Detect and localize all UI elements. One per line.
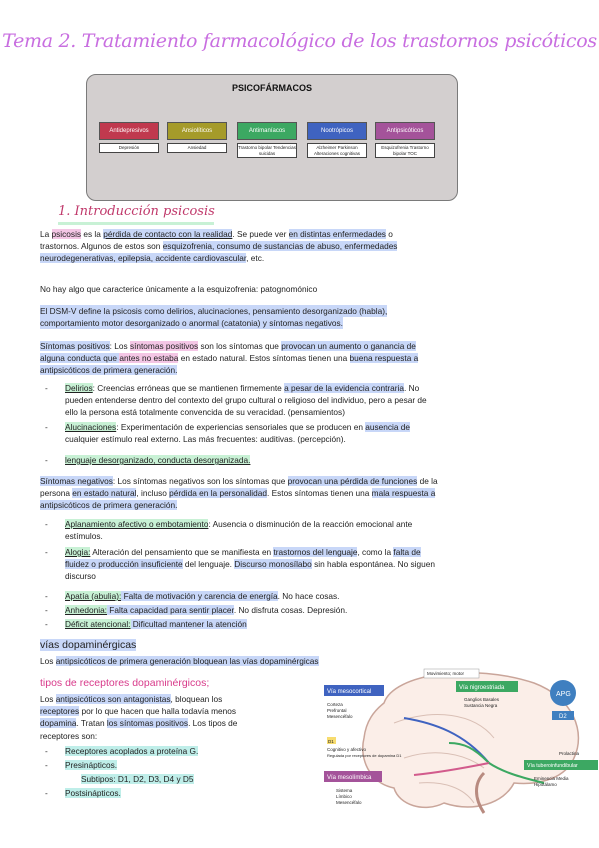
- text-run: : Los: [109, 341, 130, 351]
- text-run: . Los tipos de: [188, 718, 238, 729]
- text-run: esquizofrenia, consumo de sustancias de abuso, enfermedades: [162, 241, 398, 252]
- dash: -: [45, 605, 48, 615]
- category-box: Antipsicóticos: [375, 122, 435, 140]
- category-box: Nootrópicos: [307, 122, 367, 140]
- paragraph-receptores: [40, 693, 320, 742]
- meso-item-3: Mesencéfalo: [327, 714, 353, 719]
- text-line: ello la persona está totalmente convencida de su veracidad. (pensamientos): [65, 407, 345, 418]
- text-run: . No: [403, 383, 420, 393]
- text-line: Subtipos: D1, D2, D3, D4 y D5: [81, 774, 194, 784]
- category-detail: Alzheimer Parkinson Alteraciones cognitivas: [307, 143, 367, 158]
- text-run: Los: [40, 694, 56, 704]
- via-nigroestriada-label: Vía nigroestriada: [459, 685, 505, 691]
- prolactina-label: Prolactina: [559, 751, 580, 756]
- text-run: en estado natural: [72, 488, 137, 499]
- d1-label: D1: [328, 739, 334, 744]
- limbic-item-1: Sistema: [336, 788, 353, 793]
- category-detail: Depresión: [99, 143, 159, 153]
- rich-line: [40, 475, 538, 487]
- rich-line: [40, 228, 538, 240]
- dash: -: [45, 619, 48, 629]
- diagram-title: PSICOFÁRMACOS: [231, 83, 312, 93]
- text-line: No hay algo que caracterice únicamente a la esquizofrenia: patognomónico: [40, 284, 318, 294]
- d2-label: D2: [559, 714, 567, 720]
- text-run: en estado natural. Estos síntomas tienen una: [178, 353, 350, 364]
- category-detail: Ansiedad: [167, 143, 227, 153]
- text-run: . No disfruta cosas. Depresión.: [233, 605, 348, 615]
- text-run: neurodegenerativas, epilepsia, accidente cardiovascular: [40, 253, 247, 264]
- via-mesocortical-label: Vía mesocortical: [327, 689, 372, 695]
- text-run: a pesar de la evidencia contraria: [284, 383, 404, 393]
- category-detail: Esquizofrenia Trastorno bipolar TOC: [375, 143, 435, 158]
- text-run: los síntomas positivos: [106, 718, 189, 729]
- text-run: del lenguaje.: [182, 559, 235, 570]
- text-run: por lo que hacen que halla todavía menos: [79, 706, 237, 717]
- apg-label: APG: [556, 691, 571, 698]
- text-run: trastornos. Algunos de estos son: [40, 241, 163, 252]
- dash: -: [45, 519, 48, 529]
- text-run: antipsicóticos de primera generación bloquean las vías dopaminérgicas: [55, 656, 319, 666]
- tubero-item-1: Eminencia Media: [534, 776, 569, 781]
- text-run: provocan una pérdida de funciones: [287, 476, 418, 486]
- text-run: , incluso: [136, 488, 170, 499]
- rich-line: [65, 618, 538, 630]
- dash: -: [45, 760, 48, 770]
- text-line: Receptores acoplados a proteína G.: [65, 746, 199, 756]
- section-heading-introduccion: 1. Introducción psicosis: [58, 204, 215, 219]
- text-run: : Creencias erróneas que se mantienen firmemente: [92, 383, 285, 393]
- text-run: Los: [40, 656, 56, 666]
- text-run: provocan un aumento o ganancia de: [281, 341, 416, 351]
- text-run: son los síntomas que: [198, 341, 282, 351]
- rich-line: [65, 421, 538, 433]
- vias-heading: vías dopaminérgicas: [40, 639, 137, 651]
- limbic-item-2: Límbico: [336, 794, 352, 799]
- rich-line: [40, 364, 538, 376]
- dash: -: [45, 788, 48, 798]
- text-run: : Ausencia o disminución de la reacción emocional ante: [208, 519, 413, 529]
- dash: -: [45, 455, 48, 465]
- text-line: lenguaje desorganizado, conducta desorganizada.: [65, 455, 251, 465]
- limbic-item-3: Mesencéfalo: [336, 800, 362, 805]
- rich-line: [40, 252, 538, 264]
- text-run: , como la: [357, 547, 394, 557]
- text-run: . Se puede ver: [232, 229, 289, 239]
- rich-line: [40, 352, 538, 364]
- text-run: o: [385, 229, 393, 239]
- text-line: estímulos.: [65, 531, 103, 542]
- text-run: síntomas positivos: [129, 341, 199, 351]
- text-run: . Tratan: [76, 718, 107, 729]
- text-run: Apatía (abulia):: [65, 591, 122, 601]
- meso-item-1: Corteza: [327, 702, 343, 707]
- text-run: Delirios: [65, 383, 93, 393]
- paragraph-sintomas-negativos: [40, 475, 538, 512]
- nigro-item-2: Sustancia Negra: [464, 703, 498, 708]
- text-line: El DSM-V define la psicosis como delirios, alucinaciones, pensamiento desorganizado (habla),: [40, 306, 388, 316]
- text-run: persona: [40, 488, 73, 499]
- rich-line: [65, 604, 538, 616]
- text-run: sin habla espontánea. No siguen: [311, 559, 435, 570]
- text-run: : Experimentación de experiencias sensoriales que se producen en: [116, 422, 366, 432]
- text-run: mala respuesta a: [371, 488, 436, 499]
- rich-line: [65, 518, 538, 530]
- via-tubero-label: Vía tuberoinfundibular: [527, 763, 578, 769]
- text-run: de la: [417, 476, 438, 486]
- text-run: . Estos síntomas tienen una: [266, 488, 372, 499]
- text-run: alguna conducta que: [40, 353, 120, 364]
- rich-line: [40, 705, 320, 717]
- text-run: receptores: [40, 706, 80, 717]
- brain-outline: [363, 673, 579, 808]
- text-run: antipsicóticos de primera generación.: [40, 500, 178, 511]
- text-run: antes no estaba: [119, 353, 179, 364]
- text-run: en distintas enfermedades: [288, 229, 386, 239]
- rich-line: [40, 340, 538, 352]
- tubero-item-2: Hipotálamo: [534, 782, 557, 787]
- text-run: Dificultad mantener la atención: [130, 619, 247, 629]
- paragraph-psicosis: [40, 228, 538, 265]
- dopamine-pathways-illustration: [324, 663, 599, 838]
- text-run: falta de: [393, 547, 421, 557]
- dash: -: [45, 591, 48, 601]
- text-run: Aplanamiento afectivo o embotamiento: [65, 519, 209, 529]
- text-line: Presinápticos.: [65, 760, 118, 770]
- cognitivo-label: Cognitivo y afectivo: [327, 747, 367, 752]
- text-line: cualquier estímulo real externo. Las más frecuentes: auditivas. (percepción).: [65, 434, 346, 445]
- category-box: Antimaníacos: [237, 122, 297, 140]
- text-run: antipsicóticos de primera generación.: [40, 365, 178, 376]
- text-run: La: [40, 229, 52, 239]
- rich-line: [40, 693, 320, 705]
- heading-underline: [58, 222, 214, 225]
- paragraph-sintomas-positivos: [40, 340, 538, 377]
- text-run: Síntomas positivos: [40, 341, 110, 351]
- text-run: , etc.: [246, 253, 265, 264]
- text-line: receptores son:: [40, 730, 98, 741]
- text-run: Alogia:: [65, 547, 91, 557]
- rich-line: [65, 546, 538, 558]
- category-box: Antidepresivos: [99, 122, 159, 140]
- text-run: es la: [81, 229, 104, 239]
- paragraph-dsm: [40, 305, 538, 329]
- rich-line: [65, 558, 538, 570]
- text-run: , bloquean los: [170, 694, 223, 704]
- text-run: Déficit atencional:: [65, 619, 131, 629]
- receptores-heading: tipos de receptores dopaminérgicos;: [40, 677, 210, 689]
- text-line: pueden entenderse dentro del contexto del grupo cultural o religioso del individuo, pero a pesar de: [65, 395, 427, 406]
- rich-line: [40, 240, 538, 252]
- text-run: fluidez o producción insuficiente: [65, 559, 183, 570]
- text-line: discurso: [65, 571, 96, 582]
- nigro-item-1: Ganglios Basales: [464, 697, 500, 702]
- text-line: comportamiento motor desorganizado o anormal (catatonia) y síntomas negativos.: [40, 318, 343, 329]
- rich-line: [40, 499, 538, 511]
- text-run: Alteración del pensamiento que se manifiesta en: [90, 547, 274, 557]
- dash: -: [45, 383, 48, 393]
- rich-line: [40, 717, 320, 729]
- text-run: Discurso monosílabo: [234, 559, 312, 570]
- dash: -: [45, 422, 48, 432]
- text-run: ausencia de: [365, 422, 411, 432]
- rich-line: [40, 487, 538, 499]
- psicofarmacos-diagram: [86, 74, 458, 201]
- movimiento-label: Movimiento; motor: [427, 671, 465, 676]
- regulada-label: Regulada por receptores de dopamina D1: [327, 753, 402, 758]
- text-run: pérdida en la personalidad: [169, 488, 267, 499]
- text-run: . No hace cosas.: [277, 591, 340, 601]
- meso-item-2: Prefrontal: [327, 708, 347, 713]
- text-run: buena respuesta a: [349, 353, 419, 364]
- text-run: trastornos del lenguaje: [273, 547, 358, 557]
- page-title: Tema 2. Tratamiento farmacológico de los trastornos psicóticos: [2, 30, 597, 52]
- text-run: pérdida de contacto con la realidad: [103, 229, 233, 239]
- text-run: Falta de motivación y carencia de energía: [121, 591, 278, 601]
- category-detail: Trastorno bipolar Tendencias suicidas: [237, 143, 297, 158]
- text-run: Falta capacidad para sentir placer: [106, 605, 234, 615]
- category-box: Ansiolíticos: [167, 122, 227, 140]
- text-run: : Los síntomas negativos son los síntomas que: [112, 476, 288, 486]
- text-run: psicosis: [51, 229, 82, 239]
- rich-line: [65, 590, 538, 602]
- rich-line: [65, 382, 538, 394]
- dash: -: [45, 746, 48, 756]
- paragraph-patognomonico: [40, 283, 538, 295]
- text-run: Síntomas negativos: [40, 476, 113, 486]
- text-line: Postsinápticos.: [65, 788, 121, 798]
- text-run: dopamina: [40, 718, 77, 729]
- text-run: antipsicóticos son antagonistas: [55, 694, 171, 704]
- dash: -: [45, 547, 48, 557]
- via-mesolimbica-label: Vía mesolímbica: [327, 775, 372, 781]
- text-run: Anhedonia:: [65, 605, 107, 615]
- text-run: Alucinaciones: [65, 422, 117, 432]
